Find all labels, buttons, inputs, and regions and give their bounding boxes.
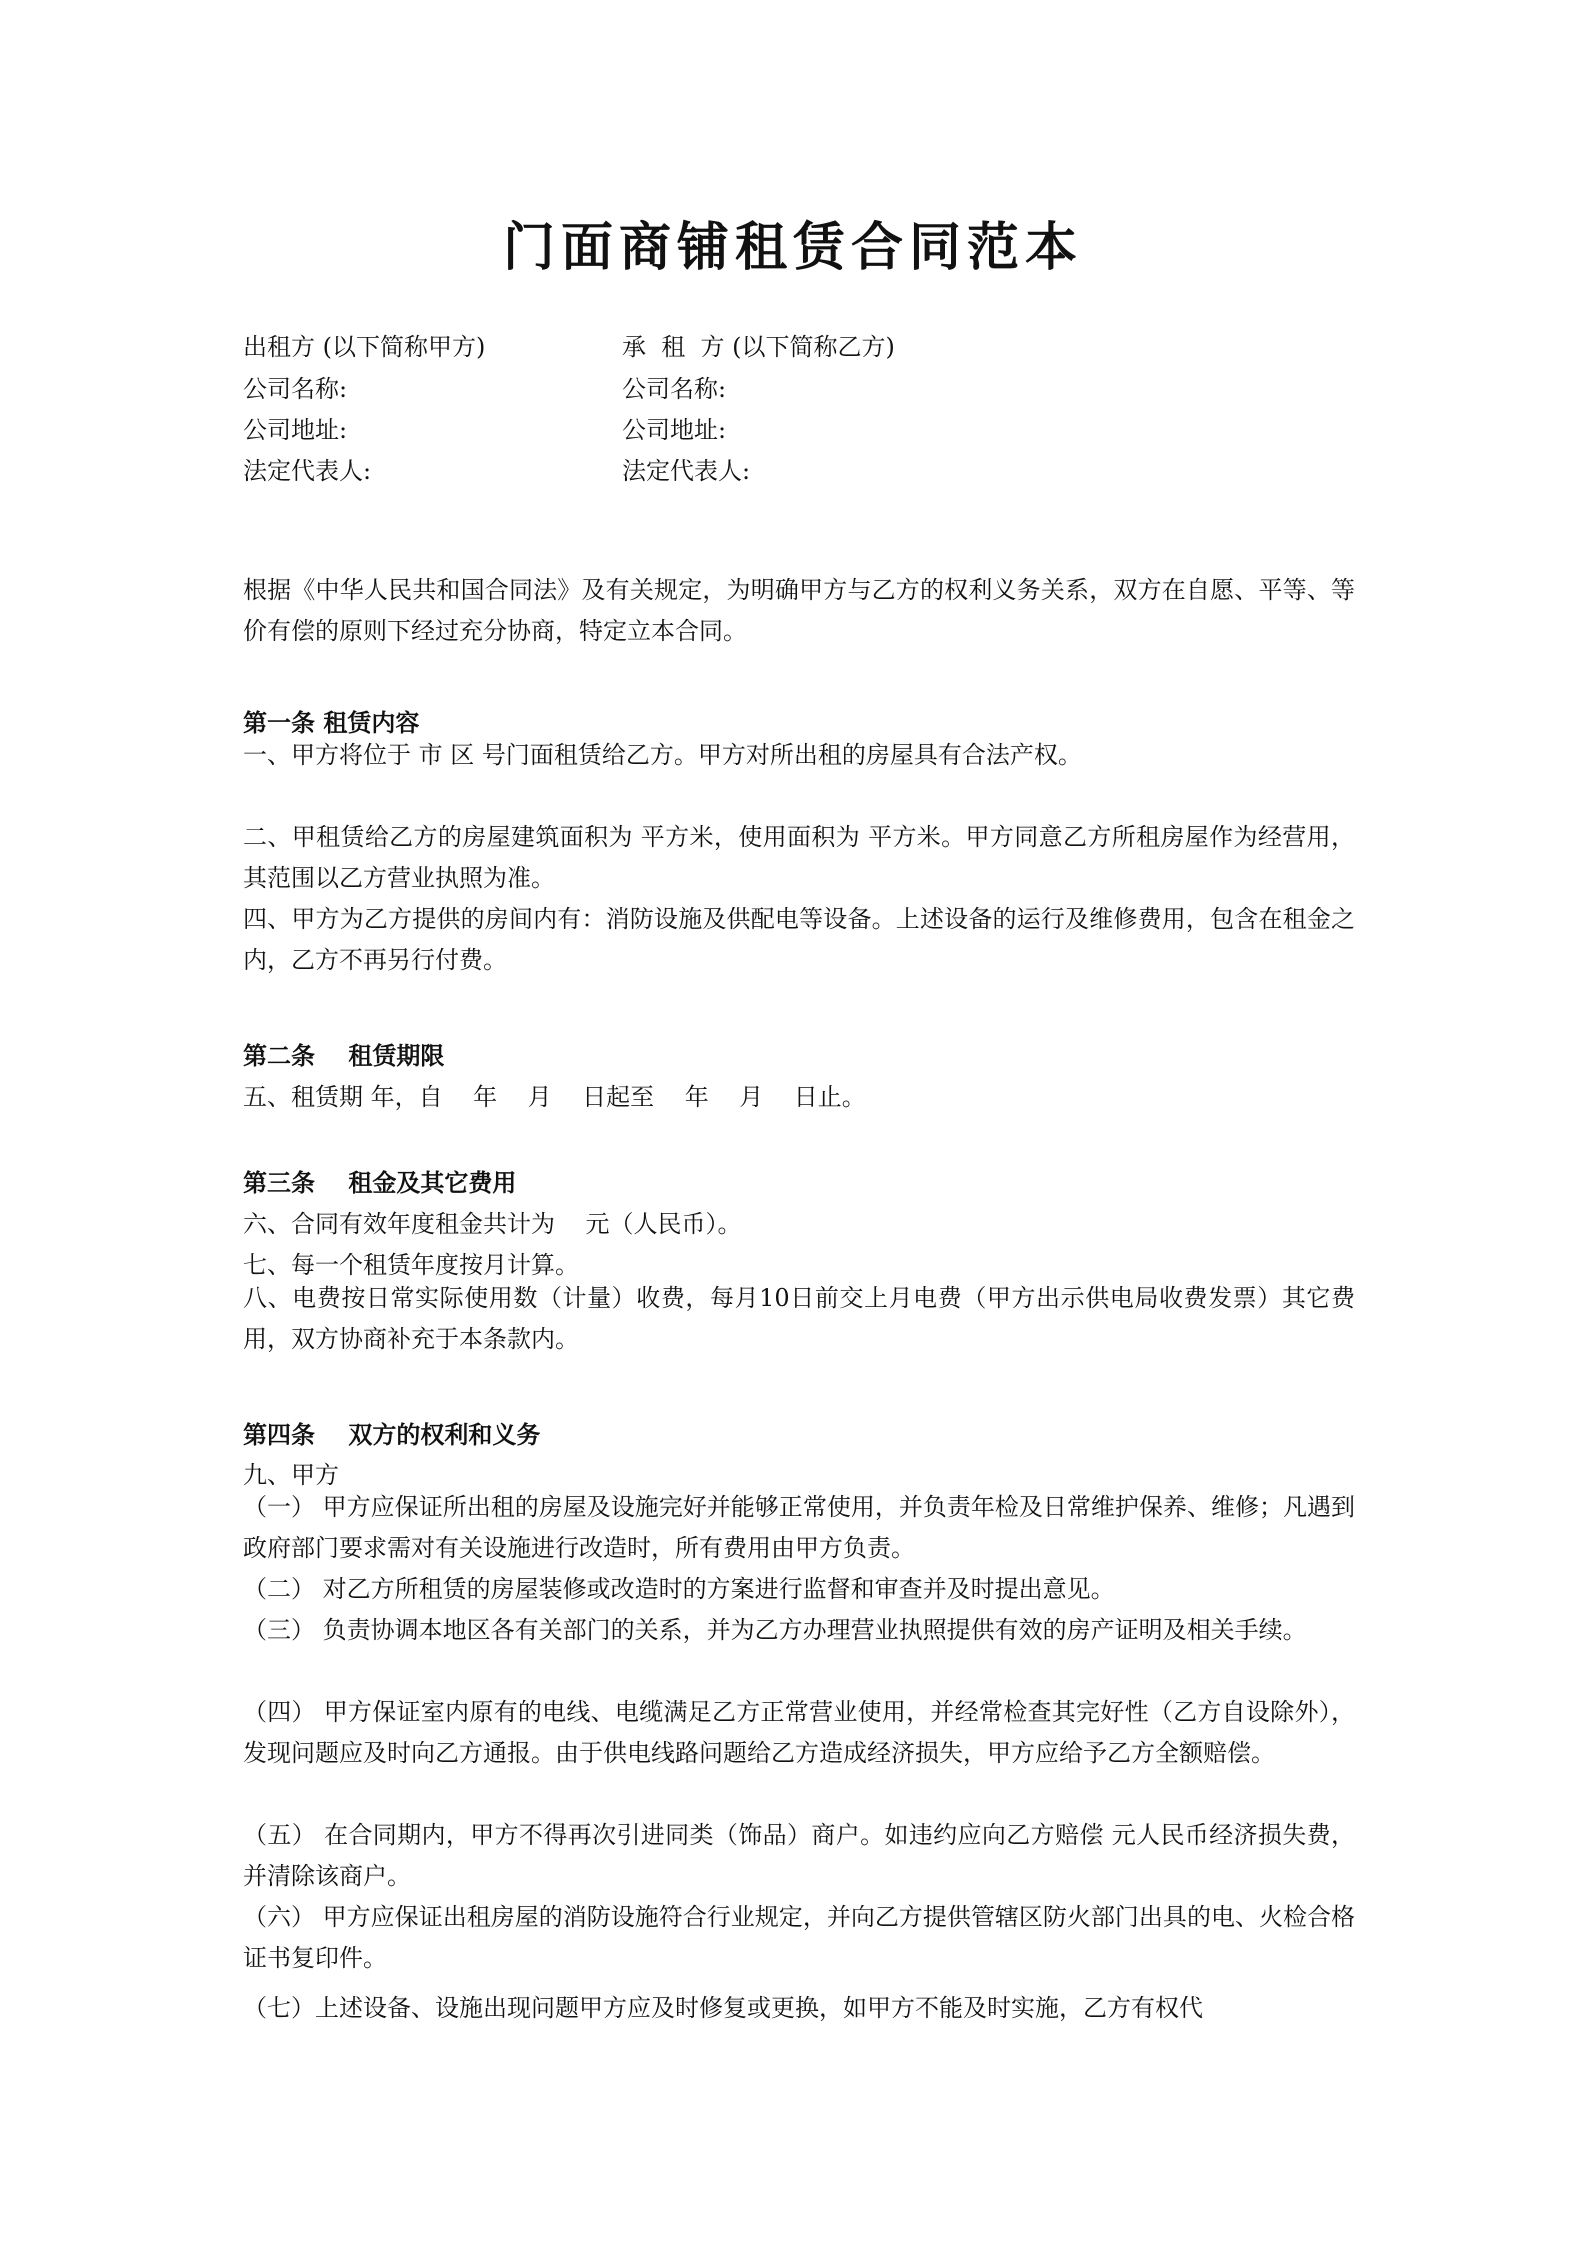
- lessor-company-name: 公司名称:: [243, 375, 348, 403]
- article1-clause1: 一、甲方将位于 市 区 号门面租赁给乙方。甲方对所出租的房屋具有合法产权。: [243, 741, 1082, 769]
- article4-item-3: （三） 负责协调本地区各有关部门的关系，并为乙方办理营业执照提供有效的房产证明及相关手续。: [243, 1616, 1307, 1644]
- article3-clause8: 八、电费按日常实际使用数（计量）收费，每月10日前交上月电费（甲方出示供电局收费发票）其它费用，双方协商补充于本条款内。: [243, 1284, 1355, 1353]
- intro-paragraph: 根据《中华人民共和国合同法》及有关规定，为明确甲方与乙方的权利义务关系，双方在自愿、平等、等价有偿的原则下经过充分协商，特定立本合同。: [243, 576, 1355, 645]
- article1-heading: 第一条 租赁内容: [243, 708, 420, 737]
- article3-clause7: 七、每一个租赁年度按月计算。: [243, 1251, 579, 1279]
- document-title: 门面商铺租赁合同范本: [502, 217, 1083, 278]
- article3-heading: 第三条 租金及其它费用: [243, 1168, 517, 1197]
- article4-item-6: （六） 甲方应保证出租房屋的消防设施符合行业规定，并向乙方提供管辖区防火部门出具的电、火检合格证书复印件。: [243, 1903, 1355, 1972]
- article4-item-7: （七）上述设备、设施出现问题甲方应及时修复或更换，如甲方不能及时实施，乙方有权代: [243, 1994, 1203, 2022]
- article4-item-1: （一） 甲方应保证所出租的房屋及设施完好并能够正常使用，并负责年检及日常维护保养、维修；凡遇到政府部门要求需对有关设施进行改造时，所有费用由甲方负责。: [243, 1493, 1355, 1562]
- lessee-company-name: 公司名称:: [622, 375, 727, 403]
- article3-clause6: 六、合同有效年度租金共计为 元（人民币）。: [243, 1210, 742, 1238]
- article4-heading: 第四条 双方的权利和义务: [243, 1420, 541, 1449]
- article1-clause4: 四、甲方为乙方提供的房间内有：消防设施及供配电等设备。上述设备的运行及维修费用，包含在租金之内，乙方不再另行付费。: [243, 905, 1355, 974]
- lessee-header: 承 租 方 (以下简称乙方): [622, 333, 895, 361]
- lessee-address: 公司地址:: [622, 416, 727, 444]
- article2-heading: 第二条 租赁期限: [243, 1041, 445, 1070]
- article4-item-4: （四） 甲方保证室内原有的电线、电缆满足乙方正常营业使用，并经常检查其完好性（乙方自设除外），发现问题应及时向乙方通报。由于供电线路问题给乙方造成经济损失，甲方应给予乙方全额赔偿。: [243, 1698, 1355, 1767]
- article4-party-a: 九、甲方: [243, 1461, 339, 1489]
- lessee-representative: 法定代表人:: [622, 457, 751, 485]
- article4-item-2: （二） 对乙方所租赁的房屋装修或改造时的方案进行监督和审查并及时提出意见。: [243, 1575, 1115, 1603]
- lessor-header: 出租方 (以下简称甲方): [243, 333, 486, 361]
- lessor-representative: 法定代表人:: [243, 457, 372, 485]
- lessor-address: 公司地址:: [243, 416, 348, 444]
- article4-item-5: （五） 在合同期内，甲方不得再次引进同类（饰品）商户。如违约应向乙方赔偿 元人民币经济损失费，并清除该商户。: [243, 1821, 1355, 1890]
- article2-clause5: 五、租赁期 年，自 年 月 日起至 年 月 日止。: [243, 1083, 866, 1111]
- article1-clause2: 二、甲租赁给乙方的房屋建筑面积为 平方米，使用面积为 平方米。甲方同意乙方所租房屋作为经营用，其范围以乙方营业执照为准。: [243, 823, 1355, 892]
